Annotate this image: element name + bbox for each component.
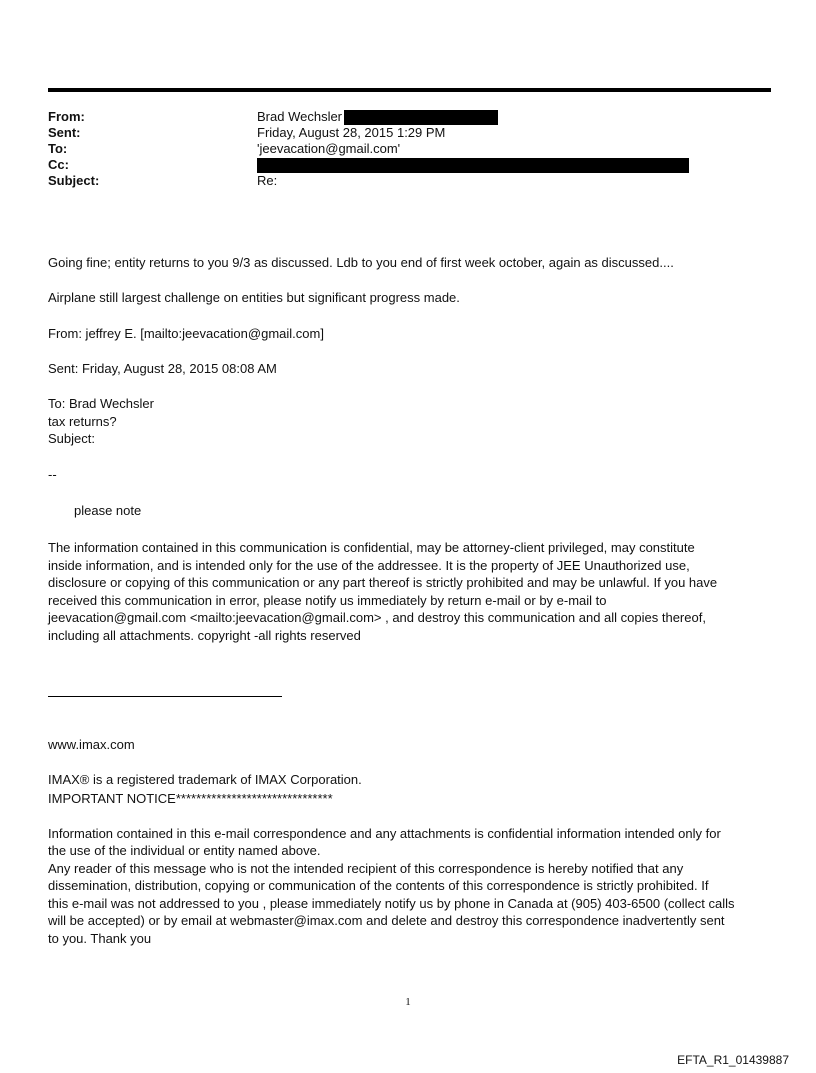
original-from: From: jeffrey E. [mailto:jeevacation@gmail.com]	[48, 325, 324, 341]
redaction-block	[344, 110, 498, 125]
to-label: To:	[48, 141, 68, 156]
cc-label: Cc:	[48, 157, 69, 172]
redaction-block	[257, 158, 689, 173]
original-subject: Subject:	[48, 430, 95, 446]
cc-value	[257, 157, 689, 173]
original-body: tax returns?	[48, 414, 117, 429]
sent-row	[48, 125, 771, 141]
reply-line: Airplane still largest challenge on entities but significant progress made.	[48, 289, 460, 305]
subject-label: Subject:	[48, 173, 100, 188]
signature-separator: --	[48, 467, 57, 482]
subject-value: Re:	[257, 173, 278, 188]
notice-heading: IMPORTANT NOTICE*******************************	[48, 790, 333, 806]
page-number: 1	[405, 996, 411, 1008]
signature-rule	[48, 696, 282, 697]
to-value: 'jeevacation@gmail.com'	[257, 141, 401, 156]
from-row	[48, 109, 771, 125]
document-id: EFTA_R1_01439887	[677, 1053, 789, 1067]
imax-url: www.imax.com	[48, 736, 135, 752]
please-note: please note	[74, 503, 142, 518]
subject-row	[48, 173, 771, 189]
important-notice	[48, 772, 778, 965]
from-value	[257, 109, 498, 125]
confidentiality-disclaimer: The information contained in this communication is confidential, may be attorney-client privileged, may constitute inside information, and is intended only for the use of the addressee. It is the property of JEE Unauthorized use, disclosure or copying of this communication or any part thereof is strictly prohibited and may be unlawful. If you have received this communication in error, please notify us immediately by return e-mail or by e-mail to jeevacation@gmail.com <mailto:jeevacation@gmail.com> , and destroy this communication and all copies thereof, including all attachments. copyright -all rights reserved	[48, 540, 718, 643]
original-header	[48, 307, 778, 465]
reply-line: Going fine; entity returns to you 9/3 as discussed. Ldb to you end of first week october, again as discussed....	[48, 254, 674, 270]
imax-trademark: IMAX® is a registered trademark of IMAX Corporation.	[48, 771, 362, 787]
original-to: To: Brad Wechsler	[48, 395, 154, 411]
notice-body: Information contained in this e-mail correspondence and any attachments is confidential information intended only for the use of the individual or entity named above. Any reader of this message who is not the intended recipient of this correspondence is hereby notified that any dissemination, distribution, copying or communication of the contents of this correspondence is strictly prohibited. If this e-mail was not addressed to you , please immediately notify us by phone in Canada at (905) 403-6500 (collect calls will be accepted) or by email at webmaster@imax.com and delete and destroy this correspondence inadvertently sent to you. Thank you	[48, 825, 735, 946]
from-label: From:	[48, 109, 85, 124]
header-rule	[48, 88, 771, 92]
original-sent: Sent: Friday, August 28, 2015 08:08 AM	[48, 360, 277, 376]
sent-label: Sent:	[48, 125, 81, 140]
cc-row	[48, 157, 771, 173]
email-header	[48, 109, 771, 189]
to-row	[48, 141, 771, 157]
sent-value: Friday, August 28, 2015 1:29 PM	[257, 125, 446, 140]
from-name: Brad Wechsler	[257, 109, 343, 124]
